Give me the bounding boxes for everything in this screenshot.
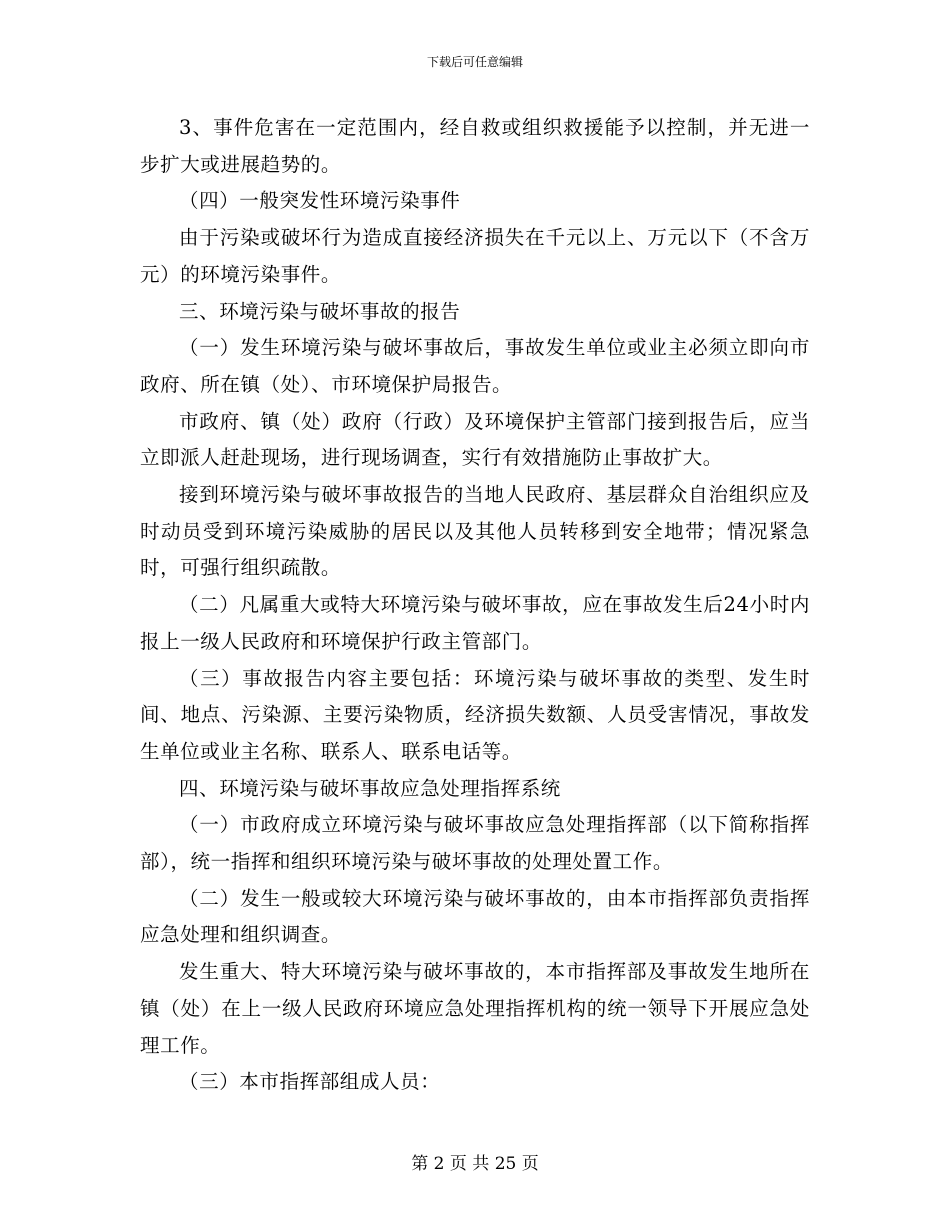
paragraph: （四）一般突发性环境污染事件 bbox=[179, 189, 461, 213]
paragraph: 市政府、镇（处）政府（行政）及环境保护主管部门接到报告后，应当立即派人赶赴现场，进行现场调查，实行有效措施防止事故扩大。 bbox=[140, 409, 810, 470]
paragraph: （一）发生环境污染与破坏事故后，事故发生单位或业主必须立即向市政府、所在镇（处）、市环境保护局报告。 bbox=[140, 336, 810, 396]
paragraph: 接到环境污染与破坏事故报告的当地人民政府、基层群众自治组织应及时动员受到环境污染威胁的居民以及其他人员转移到安全地带；情况紧急时，可强行组织疏散。 bbox=[140, 483, 810, 580]
paragraph: （一）市政府成立环境污染与破坏事故应急处理指挥部（以下简称指挥部），统一指挥和组织环境污染与破坏事故的处理处置工作。 bbox=[140, 813, 810, 874]
section-heading: 四、环境污染与破坏事故应急处理指挥系统 bbox=[179, 776, 561, 800]
paragraph: 由于污染或破坏行为造成直接经济损失在千元以上、万元以下（不含万元）的环境污染事件。 bbox=[140, 226, 810, 286]
paragraph: （二）凡属重大或特大环境污染与破坏事故，应在事故发生后24小时内报上一级人民政府和环境保护行政主管部门。 bbox=[140, 593, 810, 653]
paragraph: 发生重大、特大环境污染与破坏事故的，本市指挥部及事故发生地所在镇（处）在上一级人民政府环境应急处理指挥机构的统一领导下开展应急处理工作。 bbox=[140, 960, 810, 1057]
paragraph: （二）发生一般或较大环境污染与破坏事故的，由本市指挥部负责指挥应急处理和组织调查。 bbox=[140, 886, 810, 947]
paragraph: 3、事件危害在一定范围内，经自救或组织救援能予以控制，并无进一步扩大或进展趋势的。 bbox=[140, 116, 810, 176]
page-footer: 第 2 页 共 25 页 bbox=[411, 1154, 539, 1174]
page-header: 下载后可任意编辑 bbox=[426, 55, 523, 69]
paragraph: （三）本市指挥部组成人员： bbox=[179, 1070, 441, 1094]
paragraph: （三）事故报告内容主要包括：环境污染与破坏事故的类型、发生时间、地点、污染源、主要污染物质，经济损失数额、人员受害情况，事故发生单位或业主名称、联系人、联系电话等。 bbox=[140, 666, 810, 763]
section-heading: 三、环境污染与破坏事故的报告 bbox=[179, 299, 461, 323]
document-body bbox=[140, 110, 810, 1101]
